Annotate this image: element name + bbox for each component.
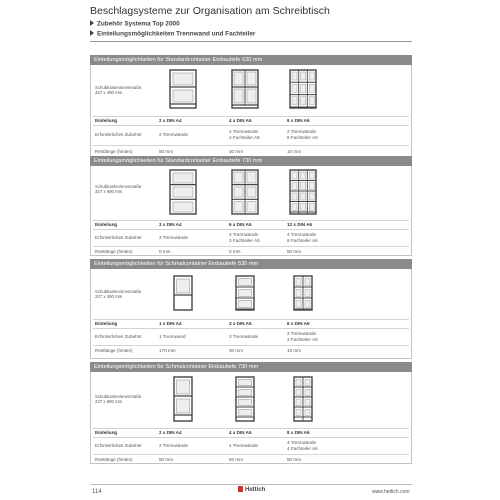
layout-diagram: [173, 376, 193, 422]
box-dimensions: [95, 394, 141, 404]
box-dimensions: [95, 85, 141, 95]
box-dimensions-label: Schubkasteninnenmaße: [95, 289, 142, 294]
row-divider: [93, 454, 409, 455]
cell: 50 mm: [287, 457, 302, 462]
arrow-right-icon: [90, 30, 94, 36]
cell: 2 x DIN A4: [159, 430, 182, 435]
cell: 4 x DIN A5: [229, 430, 252, 435]
footer-divider: [90, 484, 412, 485]
cell: 2 Trennwände: [229, 129, 259, 134]
layout-diagram: [293, 275, 313, 311]
row-label: Einteilung: [95, 430, 118, 435]
cell: 9 x DIN A6: [287, 118, 310, 123]
cell: 2 Trennwände: [159, 132, 189, 137]
row-divider: [93, 345, 409, 346]
subtitle-accessory: [90, 20, 180, 28]
cell: 3 Fachteiler A5: [229, 237, 260, 243]
cell: 3 Trennwände: [287, 331, 317, 336]
cell: 3 x DIN A4: [159, 222, 182, 227]
layout-diagram: [173, 275, 193, 311]
row-label: Einteilung: [95, 321, 118, 326]
layout-diagram: [235, 376, 255, 422]
row-divider: [93, 437, 409, 438]
cell: 2 Trennwände: [159, 443, 189, 448]
row-divider: [93, 145, 409, 146]
cell: 4 Fachteiler A6: [287, 445, 318, 451]
cell: 30 mm: [229, 348, 244, 353]
cell: 0 mm: [229, 249, 241, 254]
row-divider: [93, 428, 409, 429]
layout-diagram: [289, 69, 317, 109]
layout-diagram: [169, 169, 197, 215]
cell: 10 mm: [287, 149, 302, 154]
cell: 2 Trennwände: [287, 129, 317, 134]
row-label: Erforderliches Zubehör: [95, 132, 142, 137]
cell: 3 Trennwände: [229, 334, 259, 339]
row-label: Restlänge (hinten): [95, 457, 133, 462]
cell: 50 mm: [287, 249, 302, 254]
layout-diagram: [235, 275, 255, 311]
row-label: Erforderliches Zubehör: [95, 443, 142, 448]
box-dimensions-label: Schubkasteninnenmaße: [95, 85, 142, 90]
box-dimensions-value: 327 x 490 mm: [95, 90, 123, 96]
section-narrow-530: [90, 259, 412, 359]
cell: 3 Trennwände: [229, 232, 259, 237]
box-dimensions: [95, 289, 141, 299]
brand-name: Hettich: [245, 487, 266, 493]
cell: 9 Fachteiler A6: [287, 237, 318, 243]
brand-logo: [238, 486, 265, 493]
cell: 4 Trennwände: [287, 232, 317, 237]
section-body: [90, 372, 412, 464]
website-link[interactable]: www.hettich.com: [372, 489, 410, 495]
arrow-right-icon: [90, 20, 94, 26]
row-label: Erforderliches Zubehör: [95, 334, 142, 339]
cell: 4 x DIN A5: [229, 118, 252, 123]
logo-icon: [238, 486, 243, 492]
cell: 6 x DIN A6: [287, 321, 310, 326]
box-dimensions-label: Schubkasteninnenmaße: [95, 394, 142, 399]
section-body: [90, 166, 412, 256]
page-title: Beschlagsysteme zur Organisation am Schreibtisch: [90, 5, 330, 17]
box-dimensions-value: 227 x 690 mm: [95, 399, 123, 405]
section-standard-730: [90, 156, 412, 256]
row-divider: [93, 116, 409, 117]
cell: 1 Trennwand: [159, 334, 186, 339]
row-label: Restlänge (hinten): [95, 249, 133, 254]
row-divider: [93, 319, 409, 320]
section-body: [90, 269, 412, 359]
row-label: Restlänge (hinten): [95, 149, 133, 154]
cell: 4 Trennwände: [287, 440, 317, 445]
row-divider: [93, 229, 409, 230]
cell: 3 Fachteiler A6: [287, 336, 318, 342]
box-dimensions-value: 227 x 490 mm: [95, 294, 123, 300]
page-number: 114: [92, 489, 102, 495]
section-heading: Einteilungsmöglichkeiten für Standardcontainer Einbautiefe 530 mm: [90, 55, 412, 65]
cell: 2 x DIN A4: [159, 118, 182, 123]
row-label: Einteilung: [95, 118, 118, 123]
section-heading: Einteilungsmöglichkeiten für Standardcontainer Einbautiefe 730 mm: [90, 156, 412, 166]
header-divider: [90, 41, 412, 42]
cell: 6 x DIN A5: [229, 222, 252, 227]
row-divider: [93, 125, 409, 126]
box-dimensions-value: 327 x 690 mm: [95, 189, 123, 195]
section-narrow-730: [90, 362, 412, 464]
row-divider: [93, 220, 409, 221]
cell: 10 mm: [287, 348, 302, 353]
row-label: Erforderliches Zubehör: [95, 235, 142, 240]
layout-diagram: [169, 69, 197, 109]
subtitle-division-text: Einteilungsmöglichkeiten Trennwand und Fachteiler: [97, 30, 256, 38]
layout-diagram: [289, 169, 317, 215]
box-dimensions-label: Schubkasteninnenmaße: [95, 184, 142, 189]
cell: 0 mm: [159, 249, 171, 254]
cell: 50 mm: [229, 457, 244, 462]
row-divider: [93, 328, 409, 329]
row-label: Restlänge (hinten): [95, 348, 133, 353]
cell: 50 mm: [159, 457, 174, 462]
layout-diagram: [231, 69, 259, 109]
layout-diagram: [293, 376, 313, 422]
subtitle-accessory-text: Zubehör Systema Top 2000: [97, 20, 180, 28]
cell: 8 x DIN A6: [287, 430, 310, 435]
section-heading: Einteilungsmöglichkeiten für Schmalcontainer Einbautiefe 530 mm: [90, 259, 412, 269]
cell: 1 x DIN A4: [159, 321, 182, 326]
section-heading: Einteilungsmöglichkeiten für Schmalcontainer Einbautiefe 730 mm: [90, 362, 412, 372]
row-divider: [93, 246, 409, 247]
box-dimensions: [95, 184, 141, 194]
cell: 170 mm: [159, 348, 176, 353]
cell: 4 Trennwände: [229, 443, 259, 448]
subtitle-division: [90, 30, 255, 38]
cell: 2 Fachteiler A5: [229, 134, 260, 140]
cell: 30 mm: [229, 149, 244, 154]
cell: 3 Trennwände: [159, 235, 189, 240]
cell: 6 Fachteiler A6: [287, 134, 318, 140]
row-label: Einteilung: [95, 222, 118, 227]
cell: 50 mm: [159, 149, 174, 154]
cell: 3 x DIN A5: [229, 321, 252, 326]
cell: 12 x DIN A6: [287, 222, 313, 227]
layout-diagram: [231, 169, 259, 215]
